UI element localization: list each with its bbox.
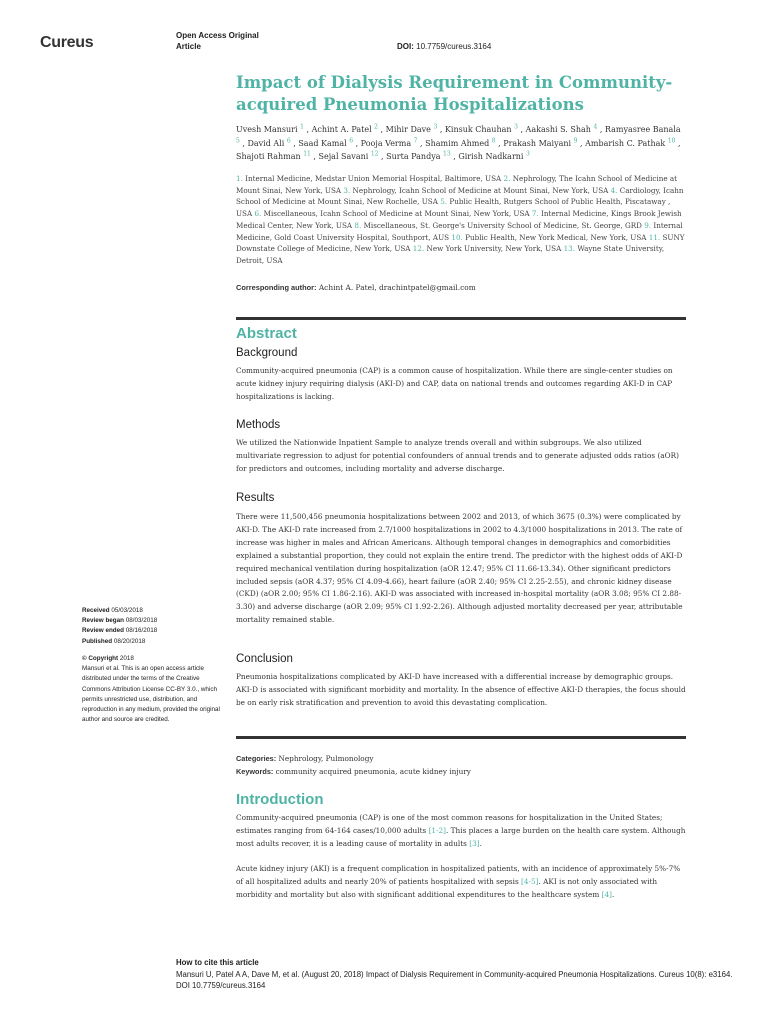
author-name-text: Aakashi S. Shah <box>525 125 591 134</box>
affiliation-number: 7. <box>531 209 539 219</box>
author-name-text: Sejal Savani <box>318 152 369 162</box>
author-name-text: Shamim Ahmed <box>425 138 490 148</box>
author-name-text: Kinsuk Chauhan <box>444 125 512 134</box>
corresponding-label: Corresponding author: <box>236 283 317 292</box>
intro-p1-text-b: . This places a large burden on the health care system. Although most adults recover, it is a leading cause of mortality in adults <box>236 825 686 848</box>
background-text: Community-acquired pneumonia (CAP) is a common cause of hospitalization. While there are single-center studies on acute kidney injury requiring dialysis (AKI-D) and CAP, data on national trends and outcomes regarding AKI-D in CAP hospitalizations is lacking. <box>236 366 673 401</box>
affiliation-marker: 11 <box>303 150 311 158</box>
copyright-line <box>82 654 222 664</box>
affiliation-text: Nephrology, Icahn School of Medicine at Mount Sinai, New York, USA <box>352 185 609 195</box>
doi-label: DOI: <box>397 42 414 51</box>
intro-p1-text-a: Community-acquired pneumonia (CAP) is one of the most common reasons for hospitalization in the United States; estimates ranging from 64-164 cases/10,000 adults <box>236 813 663 835</box>
cite-heading: How to cite this article <box>176 958 259 967</box>
affiliation-marker: 10 <box>667 136 676 144</box>
doi-value[interactable]: 10.7759/cureus.3164 <box>416 42 492 51</box>
author-name-text: Achint A. Patel <box>311 125 372 134</box>
affiliation-number: 11. <box>648 232 661 242</box>
review-began-date <box>82 616 222 626</box>
affiliation-marker: 5 <box>236 136 240 144</box>
affiliation-number: 12. <box>412 244 425 254</box>
affiliation-text: Miscellaneous, Icahn School of Medicine at Mount Sinai, New York, USA <box>263 209 530 219</box>
review-ended-label: Review ended <box>82 627 124 635</box>
affiliation-marker: 6 <box>349 136 354 144</box>
citation-link[interactable]: [1-2] <box>428 825 447 835</box>
author-name-text: Mihir Dave <box>385 125 431 134</box>
affiliation-item <box>354 221 642 230</box>
author-name[interactable] <box>386 125 438 134</box>
intro-p2-text-c: . <box>611 889 615 899</box>
affiliation-number: 5. <box>440 197 448 207</box>
copyright-year: 2018 <box>119 655 134 662</box>
author-name-text: Ramyasree Banala <box>604 125 681 134</box>
received-label: Received <box>82 607 110 614</box>
cite-text: Mansuri U, Patel A A, Dave M, et al. (August 20, 2018) Impact of Dialysis Requirement in Community-acquired Pneumonia Hospitalizations. Cureus 10(8): e3164. DOI 10.7759/cureus.3164 <box>176 970 733 990</box>
author-name[interactable] <box>445 125 518 134</box>
intro-p2-text-a: Acute kidney injury (AKI) is a frequent complication in hospitalized patients, with an incidence of approximately 5%-7% of all hospitalized adults and nearly 20% of patients hospitalized with sepsis <box>236 864 681 886</box>
author-name-text: Prakash Maiyani <box>503 138 572 148</box>
author-name[interactable] <box>318 152 378 161</box>
author-name-text: Saad Kamal <box>298 138 347 148</box>
published-label: Published <box>82 637 113 645</box>
article-dates <box>82 606 222 647</box>
affiliation-text: New York University, New York, USA <box>426 244 562 254</box>
affiliation-number: 2. <box>503 174 511 183</box>
affiliation-marker: 12 <box>370 150 379 158</box>
author-name-text: Girish Nadkarni <box>458 152 524 162</box>
author-name-text: Surta Pandya <box>386 152 441 162</box>
conclusion-text: Pneumonia hospitalizations complicated by AKI-D have increased with a differential increase by demographic groups. AKI-D is associated with significant morbidity and mortality. In the absence of effective AKI-D therapies, the focus should be on early risk stratification and prevention to avoid this devastating complication. <box>236 672 686 707</box>
author-name[interactable] <box>585 136 676 148</box>
affiliation-text: Miscellaneous, St. George's University School of Medicine, St. George, GRD <box>363 220 642 230</box>
article-type-line2: Article <box>176 41 201 51</box>
keywords-value: community acquired pneumonia, acute kidney injury <box>275 766 471 776</box>
author-name[interactable] <box>503 136 578 148</box>
affiliation-marker: 8 <box>491 136 496 144</box>
categories-value: Nephrology, Pulmonology <box>278 754 374 763</box>
author-name[interactable] <box>247 136 291 148</box>
published-value: 08/20/2018 <box>113 637 146 645</box>
author-name[interactable] <box>386 152 451 161</box>
author-name[interactable] <box>458 152 530 161</box>
affiliation-marker: 1 <box>300 123 304 131</box>
corresponding-author <box>236 283 686 292</box>
affiliation-marker: 3 <box>514 123 518 131</box>
author-list: Uvesh Mansuri $^1$ , Achint A. Patel $^2$ , Mihir Dave $^3$ , Kinsuk Chauhan $^3$ , Aakashi S. Shah $^4$ , Ramyasree Banala $^5$ , David Ali $^6$ , Saad Kamal $^6$ , Pooja Verma $^7$ , Shamim Ahmed $^8$ , Prakash Maiyani $^9$ , Ambarish C. Pathak $^{10}$ , Shajoti Rahman $^{11}$ , Sejal Savani $^{12}$ , Surta Pandya $^{13}$ , Girish Nadkarni $^3$ <box>236 123 681 162</box>
author-name-text: Pooja Verma <box>360 138 412 148</box>
affiliation-number: 10. <box>451 232 463 242</box>
review-began-value: 08/03/2018 <box>125 617 158 625</box>
results-heading: Results <box>236 492 275 504</box>
categories-line <box>236 753 686 766</box>
affiliation-text: Public Health, New York Medical, New York, USA <box>465 232 647 242</box>
affiliation-marker: 7 <box>413 136 418 144</box>
author-name-text: Shajoti Rahman <box>236 152 301 162</box>
affiliation-marker: 6 <box>286 136 291 144</box>
affiliation-text: Internal Medicine, Medstar Union Memorial Hospital, Baltimore, USA <box>245 174 502 183</box>
affiliation-marker: 2 <box>374 123 378 131</box>
affiliation-list <box>236 173 686 267</box>
license-text: Mansuri et al. This is an open access article distributed under the terms of the Creative Commons Attribution License CC-BY 3.0., which permits unrestricted use, distribution, and reproduction in any medium, provided the original author and source are credited. <box>82 665 220 724</box>
results-text: There were 11,500,456 pneumonia hospitalizations between 2002 and 2013, of which 3675 (0.3%) were complicated by AKI-D. The AKI-D rate increased from 2.7/1000 hospitalizations in 2002 to 4.3/1000 hospitalizations in 2013. The rate of increase was higher in males and African Americans. Although temporal changes in demographics and comorbidities explained a substantial proportion, they could not explain the entire trend. The predictor with the highest odds of AKI-D required mechanical ventilation during hospitalization (aOR 12.47; 95% CI 11.66-13.34). Other significant predictors included sepsis (aOR 4.37; 95% CI 4.09-4.66), heart failure (aOR 2.40; 95% CI 2.25-2.55), and chronic kidney disease (CKD) (aOR 2.00; 95% CI 1.86-2.16). AKI-D was associated with increased in-hospital mortality (aOR 3.08; 95% CI 2.88-3.30) and adverse discharge (aOR 2.09; 95% CI 1.92-2.26). Although adjusted mortality decreased per year, attributable mortality remained stable. <box>236 512 683 625</box>
affiliation-number: 8. <box>354 220 362 230</box>
article-doi <box>397 42 491 51</box>
affiliation-item <box>451 233 646 242</box>
affiliation-item <box>343 186 608 195</box>
affiliation-text: SUNY Downstate College of Medicine, New York, USA <box>236 232 685 254</box>
categories-label: Categories: <box>236 754 277 763</box>
author-name[interactable] <box>236 125 304 134</box>
affiliation-marker: 13 <box>443 150 451 158</box>
methods-heading: Methods <box>236 419 281 431</box>
introduction-paragraph-1 <box>236 812 686 851</box>
introduction-heading: Introduction <box>236 791 324 808</box>
citation-link[interactable]: [4-5] <box>521 876 539 886</box>
article-type-line1: Open Access Original <box>176 31 259 40</box>
author-name-text: Ambarish C. Pathak <box>585 138 666 148</box>
affiliation-number: 6. <box>254 209 262 219</box>
background-heading: Background <box>236 347 298 359</box>
affiliation-number: 4. <box>610 185 618 195</box>
article-type <box>176 31 286 52</box>
affiliation-text: Internal Medicine, Kings Brook Jewish Medical Center, New York, USA <box>236 209 682 230</box>
author-name[interactable] <box>312 125 378 134</box>
review-began-label: Review began <box>82 617 124 625</box>
affiliation-number: 9. <box>644 220 652 230</box>
author-name[interactable] <box>236 152 311 161</box>
divider-top <box>236 317 686 320</box>
received-value: 05/03/2018 <box>111 607 143 614</box>
conclusion-heading: Conclusion <box>236 653 293 665</box>
affiliation-item <box>413 244 561 253</box>
keywords-label: Keywords: <box>236 766 274 776</box>
affiliation-text: Public Health, Rutgers School of Public Health, Piscataway , USA <box>236 197 671 219</box>
copyright-notice <box>82 654 222 725</box>
affiliation-marker: 4 <box>593 123 598 131</box>
author-name[interactable] <box>360 136 418 148</box>
divider-abstract-end <box>236 736 686 739</box>
abstract-heading: Abstract <box>236 325 297 342</box>
citation-link[interactable]: [3] <box>469 838 480 848</box>
keywords-line <box>236 766 686 779</box>
intro-p2-text-b: . AKI is not only associated with morbidity and mortality but also with significant additional expenditures to the healthcare system <box>236 876 658 899</box>
affiliation-text: Cardiology, Icahn School of Medicine at Mount Sinai, New Rochelle, USA <box>236 185 684 207</box>
copyright-label: © Copyright <box>82 655 119 662</box>
affiliation-marker: 3 <box>526 150 530 158</box>
journal-logo[interactable]: Cureus <box>40 34 94 51</box>
published-date <box>82 637 222 647</box>
affiliation-number: 13. <box>563 244 576 254</box>
author-name-text: David Ali <box>247 138 285 148</box>
categories-block <box>236 753 686 778</box>
author-name-text: Uvesh Mansuri <box>236 125 298 134</box>
author-name[interactable] <box>526 125 598 134</box>
intro-p1-text-c: . <box>479 838 482 848</box>
affiliation-item <box>254 209 529 218</box>
affiliation-item <box>236 174 501 183</box>
review-ended-value: 08/16/2018 <box>125 627 158 635</box>
affiliation-text: Wayne State University, Detroit, USA <box>236 244 665 265</box>
affiliation-number: 1. <box>236 174 243 183</box>
introduction-paragraph-2 <box>236 863 686 902</box>
affiliation-marker: 3 <box>433 123 438 131</box>
corresponding-text[interactable]: Achint A. Patel, drachintpatel@gmail.com <box>318 283 476 292</box>
affiliation-text: Internal Medicine, Gold Coast University Hospital, Southport, AUS <box>236 220 683 242</box>
review-ended-date <box>82 626 222 636</box>
citation-link[interactable]: [4] <box>601 889 612 899</box>
methods-text: We utilized the Nationwide Inpatient Sample to analyze trends overall and within subgroups. We also utilized multivariate regression to adjust for potential confounders of annual trends and to generate adjusted odds ratios (aOR) for predictors and outcomes, including mortality and adverse discharge. <box>236 438 679 473</box>
affiliation-number: 3. <box>343 185 351 195</box>
author-name[interactable] <box>298 136 354 148</box>
affiliation-text: Nephrology, The Icahn School of Medicine at Mount Sinai, New York, USA <box>236 174 678 195</box>
author-name[interactable] <box>425 136 496 148</box>
article-title: Impact of Dialysis Requirement in Community-acquired Pneumonia Hospitalizations <box>236 73 673 114</box>
received-date <box>82 606 222 616</box>
affiliation-marker: 9 <box>573 136 578 144</box>
